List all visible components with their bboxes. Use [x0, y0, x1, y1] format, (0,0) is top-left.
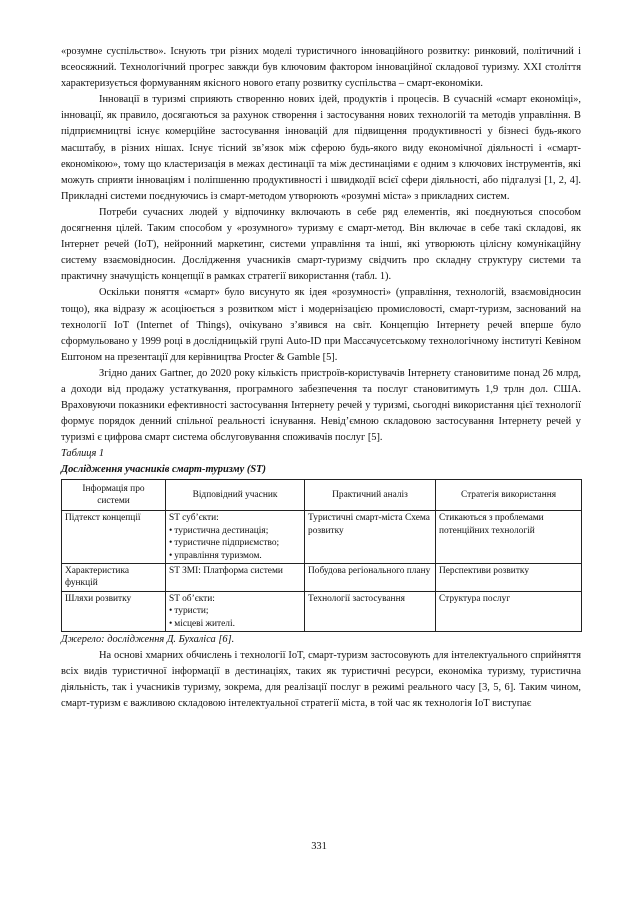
list-item: • туристи; [169, 605, 301, 617]
participant-list [169, 605, 301, 630]
cell-title: ST об’єкти: [169, 593, 215, 604]
table-cell: Туристичні смарт-міста Схема розвитку [305, 511, 436, 564]
table-header: Стратегія використання [436, 479, 582, 511]
table-cell: Перспективи розвитку [436, 563, 582, 591]
paragraph-4: Оскільки поняття «смарт» було висунуто як ідея «розумності» (управління, технологій, взаємовідносин тощо), яка відразу ж асоціюється з розвитком міст і модернізацією промисловості, смарт-туризм, заснований на технології IoT (Internet of Things), очікувано з’явився на світ. Концепцію Інтернету речей вперше було сформульовано у 1999 році в дослідницькій групі Auto-ID при Массачусетському технологічному інституті Кевіном Ештоном на презентації для керівництва Procter & Gamble [5]. [61, 287, 581, 363]
page-number: 331 [311, 841, 327, 852]
table-row [62, 563, 582, 591]
participants-table [61, 479, 582, 632]
paragraph-6: На основі хмарних обчислень і технології IoT, смарт-туризм застосовують для інтелектуального сприйняття всіх видів туристичної інформації в дестинаціях, таких як туристичні ресурси, економіка туризму, туристична діяльність, так і учасників туризму, зокрема, для реалізації послуг в режимі реального часу [3, 5, 6]. Таким чином, смарт-туризм є важливою складовою інтелектуальної стратегії міста, в той час як технологія IoT виступає [61, 650, 581, 710]
paragraph-3: Потреби сучасних людей у відпочинку включають в себе ряд елементів, які поєднуються способом досягнення цілей. Таким способом у «розумного» туризму є смарт-метод. Він включає в себе такі складові, як Інтернет речей (IoT), нейронний маркетинг, системи управління та інші, які утворюють цілісну комунікаційну систему взаємовідносин. Дослідження учасників смарт-туризму свідчить про складну структуру системи та практичну значущість концепції в рамках стратегії використання (табл. 1). [61, 206, 581, 283]
table-label: Таблиця 1 [61, 448, 105, 460]
paragraph-2: Інновації в туризмі сприяють створенню нових ідей, продуктів і процесів. В сучасній «смарт економіці», інновації, як правило, досягаються за рахунок створення і застосування нових технологій та методів управління. В підприємництві існує комерційне застосування інновацій для підвищення продуктивності у бізнесі будь-якого масштабу, в різних нішах. Існує тісний зв’язок між сферою будь-якого виду економічної діяльності і «смарт-економікою», тому що кластеризація в межах дестинації та між дестинаціями є одним з ключових інструментів, які можуть сприяти інноваціям і поліпшенню продуктивності і швидкодії всієї сфери діяльності, або підгалузі [1, 2, 4]. Прикладні системи поєднуючись із смарт-методом утворюють «розумні міста» з прикладних систем. [61, 94, 581, 202]
table-header-row [62, 479, 582, 511]
table-row [62, 511, 582, 564]
table-title: Дослідження учасників смарт-туризму (ST) [61, 464, 266, 476]
table-row [62, 591, 582, 631]
list-item: • місцеві жителі. [169, 618, 301, 630]
paragraph-5: Згідно даних Gartner, до 2020 року кількість пристроїв-користувачів Інтернету становитиме понад 26 млрд, а доходи від продажу устаткування, програмного забезпечення та послуг становитимуть 1,9 трлн дол. США. Враховуючи показники ефективності застосування Інтернету речей у туризмі, сьогодні використання цієї технології формує порядок денний спільної реальності існування. Невід’ємною складовою застосування Інтернету речей у туризмі є цифрова смарт система обслуговування споживачів послуг [5]. [61, 367, 581, 444]
table-cell: Побудова регіонального плану [305, 563, 436, 591]
list-item: • туристична дестинація; [169, 525, 301, 537]
paragraph-1: «розумне суспільство». Існують три різних моделі туристичного інноваційного розвитку: ринковий, політичний і всеосяжний. Технологічний прогрес завжди був ключовим фактором інноваційної складової туризму. XXI століття характеризується формуванням якісного нового етапу розвитку суспільства – смарт-економіки. [61, 46, 581, 90]
table-cell: Шляхи розвитку [62, 591, 166, 631]
page-body [61, 44, 581, 712]
table-cell [166, 511, 305, 564]
table-cell: Технології застосування [305, 591, 436, 631]
list-item: • туристичне підприємство; [169, 537, 301, 549]
list-item: • управління туризмом. [169, 550, 301, 562]
table-cell [166, 591, 305, 631]
table-source: Джерело: дослідження Д. Бухаліса [6]. [61, 634, 235, 645]
participant-list [169, 525, 301, 562]
table-header: Практичний аналіз [305, 479, 436, 511]
table-cell: ST ЗМІ: Платформа системи [166, 563, 305, 591]
table-header: Інформація про системи [62, 479, 166, 511]
table-cell: Характеристика функцій [62, 563, 166, 591]
table-header: Відповідний учасник [166, 479, 305, 511]
cell-title: ST суб’єкти: [169, 513, 219, 524]
table-cell: Підтекст концепції [62, 511, 166, 564]
table-cell: Структура послуг [436, 591, 582, 631]
table-cell: Стикаються з проблемами потенційних технологій [436, 511, 582, 564]
